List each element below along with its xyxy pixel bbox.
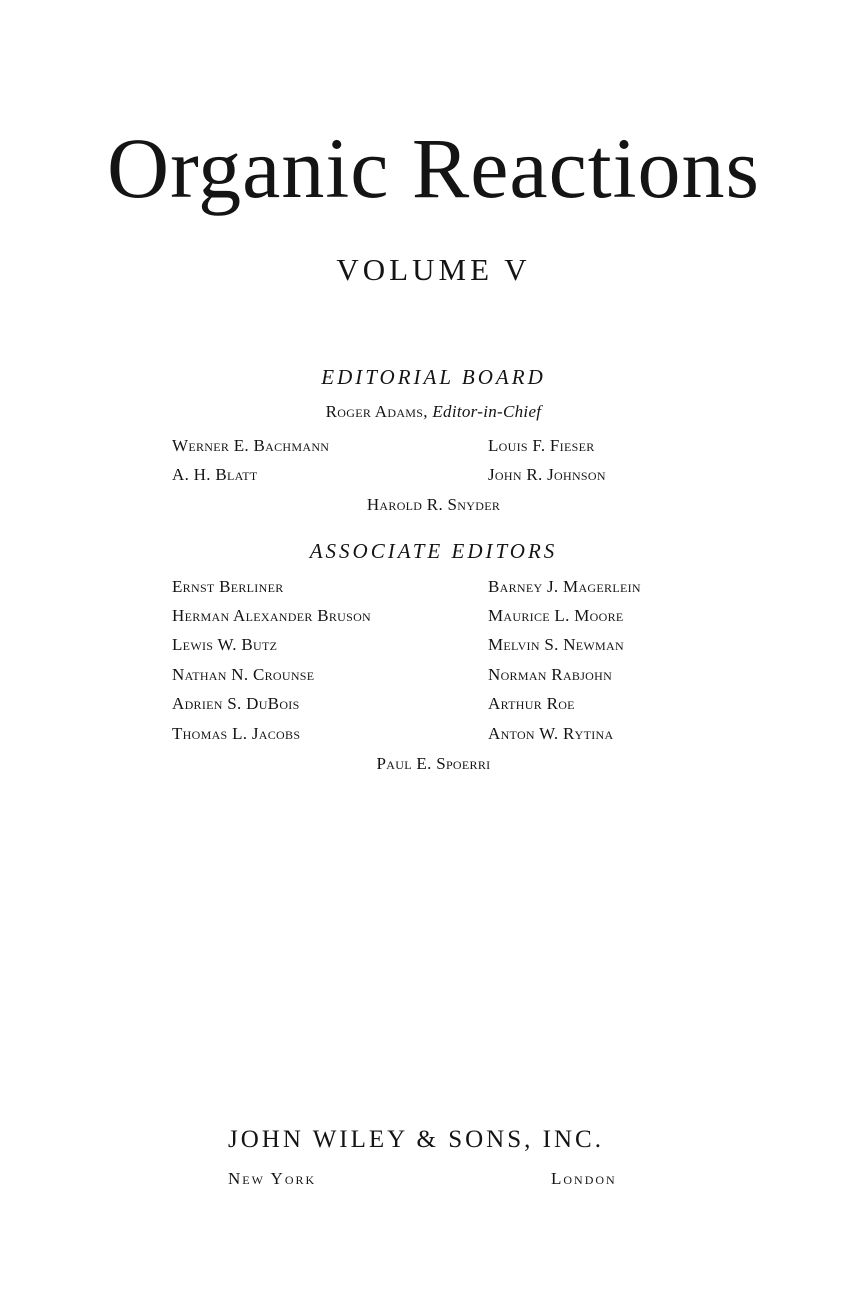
associate-editor: Thomas L. Jacobs xyxy=(172,724,301,743)
associate-editor: Norman Rabjohn xyxy=(488,665,613,684)
editor-in-chief-role: Editor-in-Chief xyxy=(432,402,542,421)
associate-editor: Barney J. Magerlein xyxy=(488,577,641,596)
associate-editor: Anton W. Rytina xyxy=(488,724,614,743)
board-member: Werner E. Bachmann xyxy=(172,436,330,455)
associate-editor: Melvin S. Newman xyxy=(488,635,624,654)
associate-editors-heading: ASSOCIATE EDITORS xyxy=(309,539,558,563)
associate-editor: Ernst Berliner xyxy=(172,577,284,596)
book-title: Organic Reactions xyxy=(106,120,761,216)
editor-in-chief-line xyxy=(0,401,867,423)
board-member: Louis F. Fieser xyxy=(488,436,595,455)
board-member: John R. Johnson xyxy=(488,465,606,484)
associate-editor: Lewis W. Butz xyxy=(172,635,278,654)
associate-editor: Herman Alexander Bruson xyxy=(172,606,372,625)
associate-editor: Nathan N. Crounse xyxy=(172,665,315,684)
publisher-name: JOHN WILEY & SONS, INC. xyxy=(228,1126,604,1153)
associate-editor: Arthur Roe xyxy=(488,694,575,713)
editor-in-chief-name: Roger Adams, xyxy=(325,402,428,421)
board-member: A. H. Blatt xyxy=(172,465,258,484)
publisher-city: London xyxy=(551,1169,617,1188)
board-member: Harold R. Snyder xyxy=(366,495,501,514)
publisher-city: New York xyxy=(228,1169,317,1188)
associate-editor: Paul E. Spoerri xyxy=(376,754,491,773)
volume-number: VOLUME V xyxy=(336,252,531,287)
associate-editor: Adrien S. DuBois xyxy=(172,694,300,713)
associate-editor: Maurice L. Moore xyxy=(488,606,624,625)
editorial-board-heading: EDITORIAL BOARD xyxy=(321,365,546,389)
